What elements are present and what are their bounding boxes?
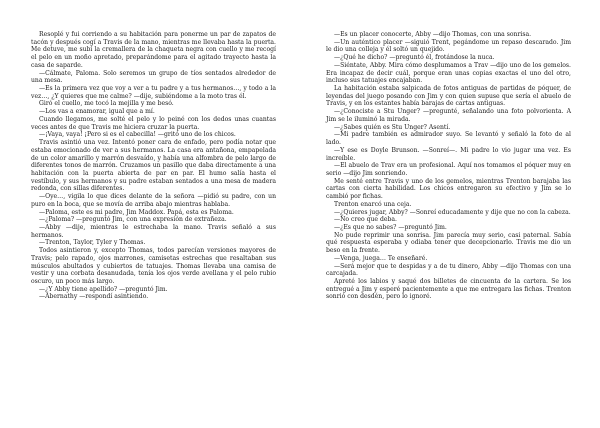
paragraph: —Es la primera vez que voy a ver a tu padre y a tus hermanos…, y todo a la vez…, ¿Y quieres que me calme? —dije, subiéndome a la moto tras él. (31, 85, 276, 100)
paragraph: —¿Qué he dicho? —preguntó él, frotándose la nuca. (334, 54, 495, 62)
paragraph: No pude reprimir una sonrisa. Jim parecía muy serio, casi paternal. Sabía qué respuesta esperaba y odiaba tener que decepcionarlo. Travis me dio un beso en la frente. (326, 231, 571, 255)
paragraph: —¿Es que no sabes? —preguntó Jim. (334, 223, 447, 231)
paragraph: —Siéntate, Abby. Mira cómo desplumamos a Trav —dijo uno de los gemelos. Era incapaz de decir cuál, porque eran unas copias exactas el uno del otro, incluso sus tatuajes encajaban. (326, 61, 571, 85)
paragraph: —Mi padre también es admirador suyo. Se levantó y señaló la foto de al lado. (326, 131, 571, 147)
paragraph: —Será mejor que te despidas y a de tu dinero, Abby —dijo Thomas con una carcajada. (326, 262, 571, 278)
paragraph: Trenton enarcó una ceja. (334, 200, 412, 208)
paragraph: —¿Quieres jugar, Abby? —Sonreí educadamente y dije que no con la cabeza. (334, 208, 571, 216)
paragraph: —¿Sabes quién es Stu Unger? Asentí. (334, 123, 451, 131)
paragraph: —Los vas a enamorar, igual que a mí. (39, 108, 155, 116)
paragraph: —Trenton, Taylor, Tyler y Thomas. (39, 239, 146, 247)
paragraph: Resoplé y fui corriendo a su habitación para ponerme un par de zapatos de tacón y después cogí a Travis de la mano, mientras me llevaba hasta la puerta. Me detuve, me subí la cremallera de la chaqueta negra con cuello y me recogí el pelo en un moño apretado, preparándome para el agitado trayecto hasta la casa de saparde. (31, 31, 276, 69)
paragraph: La habitación estaba salpicada de fotos antiguas de partidas de póquer, de leyendas del juego posando con Jim y con quien supuse que sería el abuelo de Travis, y en los estantes había barajas de cartas antiguas. (326, 85, 571, 108)
paragraph: Todos asintieron y, excepto Thomas, todos parecían versiones mayores de Travis; pelo rapado, ojos marrones, camisetas estrechas que resaltaban sus músculos abultados y cubiertos de tatuajes. Thomas llevaba una camisa de vestir y una corbata desanudada, tenía los ojos verde avellana y el pelo rubio oscuro, un poco más largo. (31, 247, 276, 285)
paragraph: —Abernathy —respondí asintiendo. (39, 293, 149, 301)
paragraph: —El abuelo de Trav era un profesional. Aquí nos tomamos el póquer muy en serio —dijo Jim sonriendo. (326, 162, 571, 177)
paragraph: —Venga, juega… Te enseñaré. (334, 254, 428, 262)
paragraph: —No creo que deba. (334, 216, 397, 224)
paragraph: —Es un placer conocerte, Abby —dijo Thomas, con una sonrisa. (334, 31, 532, 38)
paragraph: —¿Y Abby tiene apellido? —preguntó Jim. (39, 285, 168, 293)
paragraph: Cuando llegamos, me solté el pelo y lo peiné con los dedos unas cuantas veces antes de que Travis me hiciera cruzar la puerta. (31, 115, 276, 131)
paragraph: —¿Conociste a Stu Unger? —pregunté, señalando una foto polvorienta. A Jim se le iluminó la mirada. (326, 108, 571, 123)
right-page (326, 31, 571, 301)
paragraph: —¿Paloma? —preguntó Jim, con una expresión de extrañeza. (39, 216, 227, 224)
paragraph: —Un auténtico placer —siguió Trent, pegándome un repaso descarado. Jim le dio una colleja y él soltó un quejido. (326, 38, 571, 54)
paragraph: Giró el cuello, me tocó la mejilla y me besó. (39, 100, 174, 108)
left-page (31, 31, 276, 301)
paragraph: —¡Vaya, vaya! ¡Pero si es el cabecilla! —gritó uno de los chicos. (39, 131, 236, 139)
paragraph: —Y ese es Doyle Brunson. —Sonreí—. Mi padre lo vio jugar una vez. Es increíble. (326, 146, 571, 162)
paragraph: —Abby —dije, mientras le estrechaba la mano. Travis señaló a sus hermanos. (31, 223, 276, 239)
paragraph: —Cálmate, Paloma. Solo seremos un grupo de tíos sentados alrededor de una mesa. (31, 69, 276, 85)
paragraph: —Paloma, este es mi padre, Jim Maddox. Papá, esta es Paloma. (39, 208, 234, 216)
paragraph: Travis asintió una vez. Intentó poner cara de enfado, pero podía notar que estaba emocionado de ver a sus hermanos. La casa era antañona, empapelada de un color amarillo y marrón desvaído, y había una alfombra de pelo largo de diferentes tonos de marrón. Cruzamos un pasillo que daba directamente a una habitación con la puerta abierta de par en par. El humo salía hasta el vestíbulo, y sus hermanos y su padre estaban sentados a una mesa de madera redonda, con sillas diferentes. (31, 139, 276, 193)
paragraph: —Oye…, vigila lo que dices delante de la señora —pidió su padre, con un puro en la boca, que se movía de arriba abajo mientras hablaba. (31, 193, 276, 208)
paragraph: Me senté entre Travis y uno de los gemelos, mientras Trenton barajaba las cartas con cierta habilidad. Los chicos entregaron su efectivo y Jim se lo cambió por fichas. (326, 177, 571, 201)
paragraph: Apreté los labios y saqué dos billetes de cincuenta de la cartera. Se los entregué a Jim y esperé pacientemente a que me entregara las fichas. Trenton sonrió con desdén, pero lo ignoré. (326, 278, 571, 301)
